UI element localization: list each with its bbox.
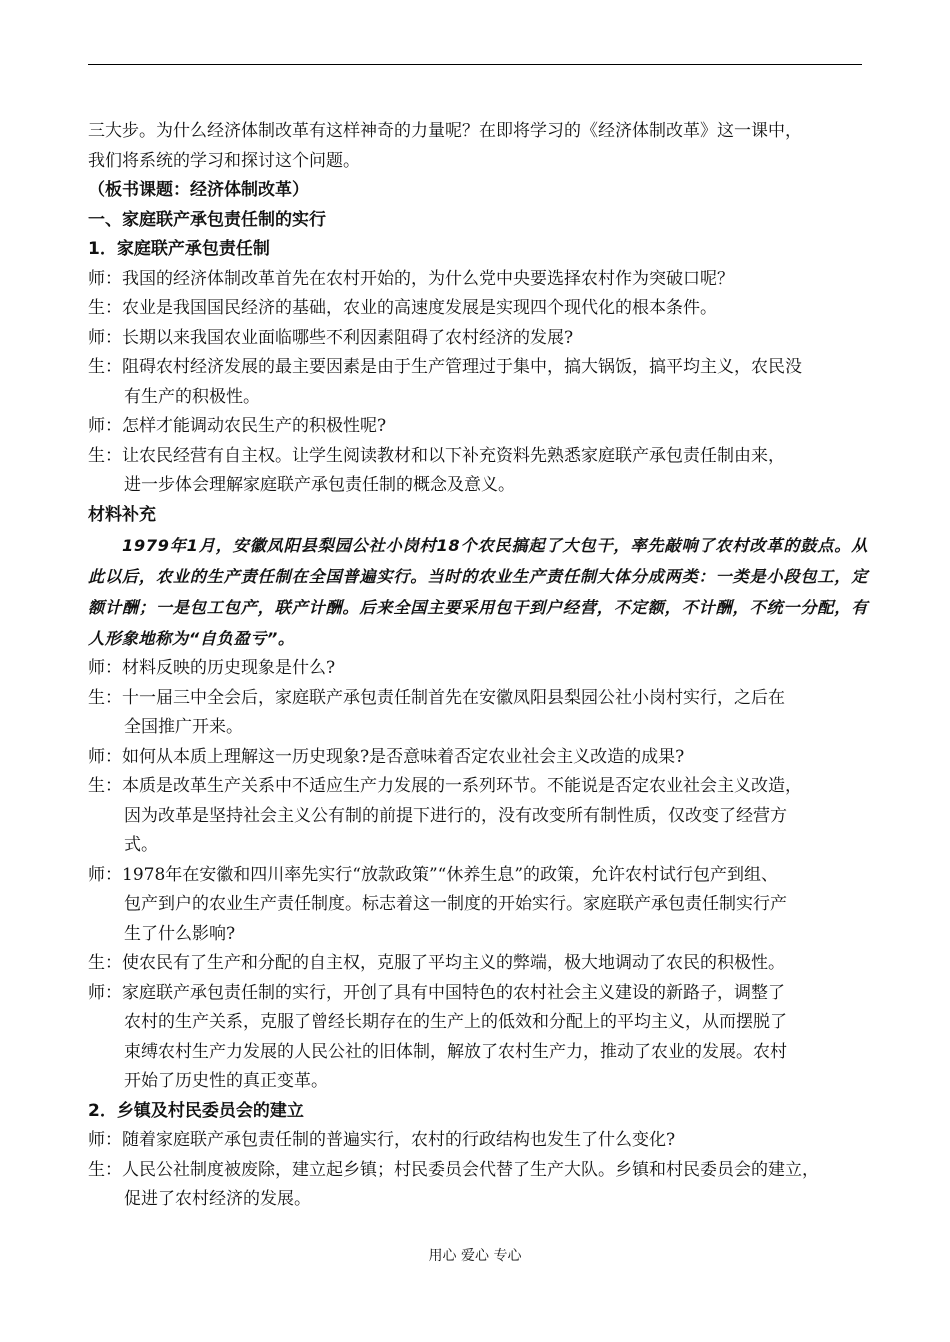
paragraph	[88, 117, 868, 176]
section-heading	[88, 176, 868, 206]
text-line: 师：1978年在安徽和四川率先实行“放款政策”“休养生息”的政策，允许农村试行包产到组、	[88, 864, 779, 885]
paragraph	[88, 412, 868, 442]
paragraph	[88, 265, 868, 295]
text-line: 师：我国的经济体制改革首先在农村开始的，为什么党中央要选择农村作为突破口呢？	[88, 268, 734, 289]
section-heading	[88, 1097, 868, 1127]
text-line: 师：家庭联产承包责任制的实行，开创了具有中国特色的农村社会主义建设的新路子，调整了	[88, 982, 785, 1003]
text-line: 全国推广开来。	[124, 717, 243, 737]
text-line: （板书课题：经济体制改革）	[88, 180, 309, 200]
text-line: 2．乡镇及村民委员会的建立	[88, 1100, 304, 1121]
text-line: 生：农业是我国国民经济的基础，农业的高速度发展是实现四个现代化的根本条件。	[88, 298, 717, 318]
text-line: 生：阻碍农村经济发展的最主要因素是由于生产管理过于集中，搞大锅饭，搞平均主义，农民没	[88, 357, 802, 377]
section-heading	[88, 235, 868, 265]
text-line: 生：本质是改革生产关系中不适应生产力发展的一系列环节。不能说是否定农业社会主义改造，	[88, 776, 802, 796]
paragraph	[88, 861, 868, 950]
text-line: 师：长期以来我国农业面临哪些不利因素阻碍了农村经济的发展?	[88, 327, 574, 348]
text-line: 一、家庭联产承包责任制的实行	[88, 209, 326, 230]
text-line: 生了什么影响?	[124, 923, 236, 944]
text-line: 式。	[124, 835, 158, 855]
text-line: 开始了历史性的真正变革。	[124, 1071, 328, 1091]
paragraph	[88, 979, 868, 1097]
paragraph	[88, 949, 868, 979]
paragraph	[88, 772, 868, 861]
paragraph	[88, 353, 868, 412]
text-line: 生：使农民有了生产和分配的自主权，克服了平均主义的弊端，极大地调动了农民的积极性。	[88, 953, 785, 973]
paragraph	[88, 743, 868, 773]
section-heading	[88, 206, 868, 236]
paragraph	[88, 1126, 868, 1156]
section-heading	[88, 501, 868, 531]
text-line: 师：怎样才能调动农民生产的积极性呢?	[88, 416, 387, 436]
text-line: 我们将系统的学习和探讨这个问题。	[88, 150, 360, 171]
text-line: 师：随着家庭联产承包责任制的普遍实行，农村的行政结构也发生了什么变化?	[88, 1130, 676, 1150]
header-rule	[88, 64, 862, 65]
text-line: 三大步。为什么经济体制改革有这样神奇的力量呢？在即将学习的《经济体制改革》这一课中，	[88, 121, 802, 141]
text-line: 农村的生产关系，克服了曾经长期存在的生产上的低效和分配上的平均主义，从而摆脱了	[124, 1012, 787, 1032]
paragraph	[88, 324, 868, 354]
text-line: 进一步体会理解家庭联产承包责任制的概念及意义。	[124, 475, 515, 495]
material-quote	[88, 530, 868, 654]
text-line: 1979年1月，安徽凤阳县梨园公社小岗村18个农民搞起了大包干，率先敲响了农村改革的鼓点。从此以后，农业的生产责任制在全国普遍实行。当时的农业生产责任制大体分成两类：一类是小段包工，定额计酬；一是包工包产，联产计酬。后来全国主要采用包干到户经营，不定额，不计酬，不统一分配，有人形象地称为“自负盈亏”。	[88, 536, 868, 648]
text-line: 生：让农民经营有自主权。让学生阅读教材和以下补充资料先熟悉家庭联产承包责任制由来，	[88, 445, 785, 466]
paragraph	[88, 442, 868, 501]
document-body	[88, 117, 868, 1215]
text-line: 材料补充	[88, 504, 156, 525]
text-line: 1．家庭联产承包责任制	[88, 239, 270, 259]
text-line: 生：人民公社制度被废除，建立起乡镇；村民委员会代替了生产大队。乡镇和村民委员会的建立，	[88, 1159, 819, 1180]
paragraph	[88, 684, 868, 743]
text-line: 束缚农村生产力发展的人民公社的旧体制，解放了农村生产力，推动了农业的发展。农村	[124, 1041, 787, 1062]
text-line: 因为改革是坚持社会主义公有制的前提下进行的，没有改变所有制性质，仅改变了经营方	[124, 805, 787, 826]
text-line: 促进了农村经济的发展。	[124, 1189, 311, 1209]
page-footer: 用心 爱心 专心	[428, 1248, 522, 1264]
paragraph	[88, 1156, 868, 1215]
text-line: 有生产的积极性。	[124, 386, 260, 407]
paragraph	[88, 294, 868, 324]
text-line: 师：如何从本质上理解这一历史现象?是否意味着否定农业社会主义改造的成果?	[88, 746, 685, 767]
text-line: 生：十一届三中全会后，家庭联产承包责任制首先在安徽凤阳县梨园公社小岗村实行，之后在	[88, 687, 785, 708]
text-line: 包产到户的农业生产责任制度。标志着这一制度的开始实行。家庭联产承包责任制实行产	[124, 894, 787, 914]
text-line: 师：材料反映的历史现象是什么?	[88, 658, 336, 678]
paragraph	[88, 654, 868, 684]
